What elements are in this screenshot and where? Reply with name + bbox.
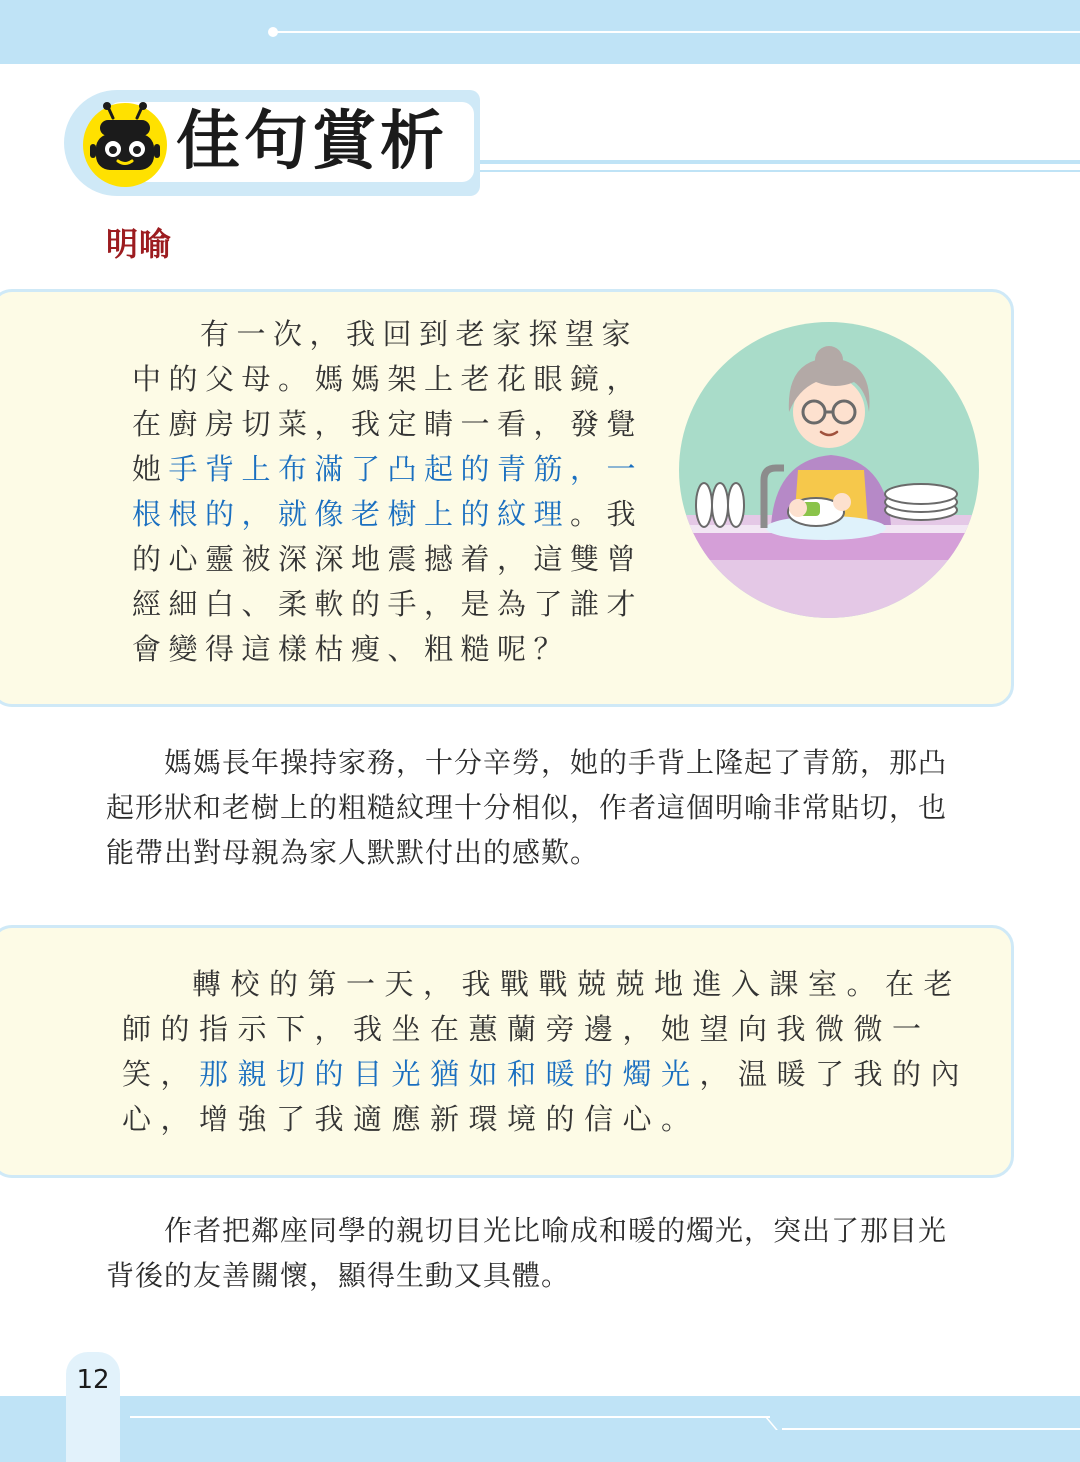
analysis-paragraph-1: 媽媽長年操持家務，十分辛勞，她的手背上隆起了青筋，那凸起形狀和老樹上的粗糙紋理十分相似，作者這個明喻非常貼切，也能帶出對母親為家人默默付出的感歎。 [106, 746, 948, 869]
example-1-text-after: 。我的心靈被深深地震撼着，這雙曾經細白、柔軟的手，是為了誰才會變得這樣枯瘦、粗糙呢？ [132, 497, 644, 666]
bottom-band-line-right [782, 1428, 1080, 1430]
grandmother-washing-dishes-illustration [676, 320, 982, 626]
header-rule-thick [480, 160, 1080, 164]
subheading: 明喻 [106, 225, 173, 263]
top-band-line [272, 31, 1080, 33]
analysis-paragraph-2: 作者把鄰座同學的親切目光比喻成和暖的燭光，突出了那目光背後的友善關懷，顯得生動又具體。 [106, 1214, 948, 1292]
example-text-1 [132, 312, 652, 672]
example-text-2 [122, 962, 974, 1142]
example-2-text-after: ，温暖了我的內心，增強了我適應新環境的信心。 [122, 1057, 970, 1136]
bottom-band-line-angle [764, 1416, 778, 1430]
page-number: 12 [76, 1365, 110, 1395]
example-1-text-before: 有一次，我回到老家探望家中的父母。媽媽架上老花眼鏡，在廚房切菜，我定睛一看，發覺她 [132, 317, 644, 486]
section-header [64, 90, 480, 196]
example-2-text-before: 轉校的第一天，我戰戰兢兢地進入課室。在老師的指示下，我坐在蕙蘭旁邊，她望向我微微一笑， [122, 967, 963, 1091]
section-title: 佳句賞析 [176, 105, 448, 179]
bottom-decorative-band [0, 1396, 1080, 1462]
bottom-band-line [130, 1416, 770, 1418]
bee-robot-mascot-icon [80, 98, 170, 188]
top-band-dot [268, 27, 278, 37]
example-1-highlight: 手背上布滿了凸起的青筋，一根根的，就像老樹上的紋理 [132, 452, 644, 531]
header-rule-lines [480, 160, 1080, 178]
top-decorative-band [0, 0, 1080, 64]
example-2-highlight: 那親切的目光猶如和暖的燭光 [199, 1057, 700, 1091]
header-rule-thin [480, 170, 1080, 172]
